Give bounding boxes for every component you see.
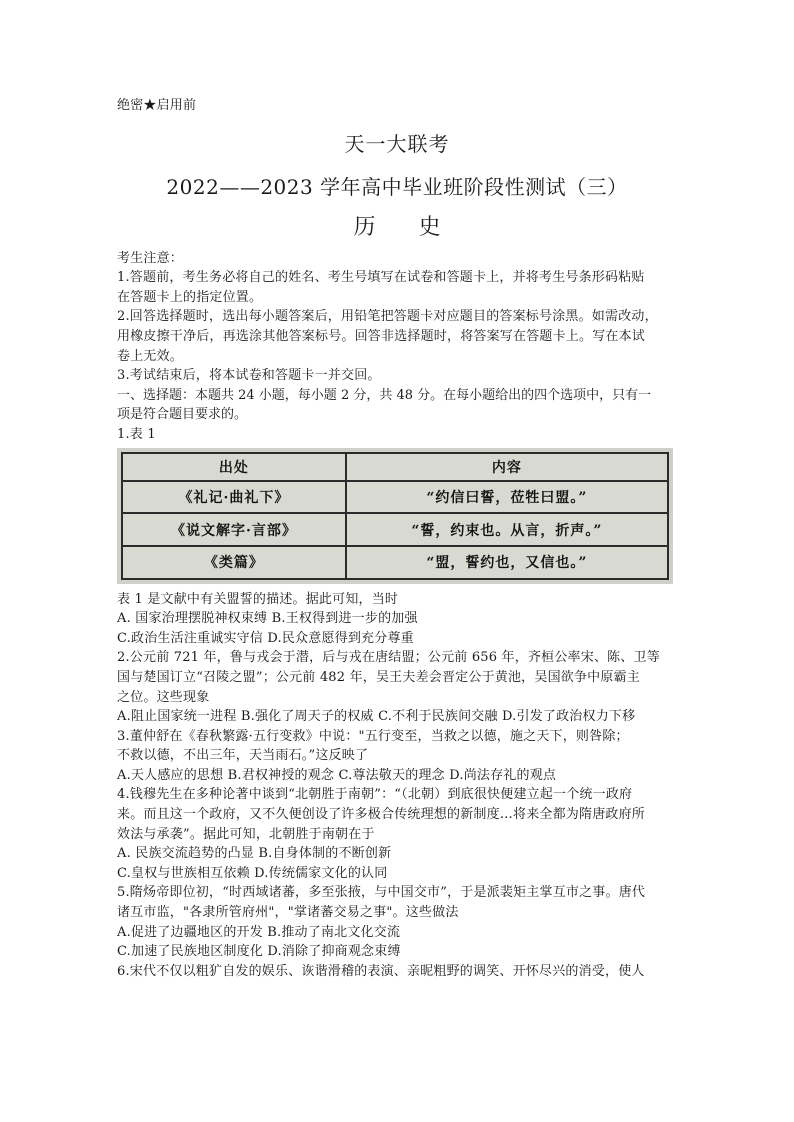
question-line: 4.钱穆先生在多种论著中谈到“北朝胜于南朝”：“（北朝）到底很快便建立起一个统一政府 [117, 787, 633, 803]
question-line: 不救以德，不出三年，天当雨石。”这反映了 [117, 748, 369, 764]
org-title: 天一大联考 [344, 131, 450, 156]
notice-heading: 考生注意： [117, 250, 184, 266]
question-line: 2.公元前 721 年，鲁与戎会于潜，后与戎在唐结盟；公元前 656 年，齐桓公率宋、陈、卫等 [117, 650, 660, 666]
notice-line: 用橡皮擦干净后，再选涂其他答案标号。回答非选择题时，将答案写在答题卡上。写在本试 [117, 328, 646, 344]
answer-options: C.政治生活注重诚实守信 D.民众意愿得到充分尊重 [117, 630, 414, 646]
table-cell: 《说文解字·言部》 [122, 513, 346, 546]
questions-2-to-6 [117, 648, 677, 981]
answer-options: A.阻止国家统一进程 B.强化了周天子的权威 C.不利于民族间交融 D.引发了政治权力下移 [117, 709, 636, 725]
notice-line: 2.回答选择题时，选出每小题答案后，用铅笔把答题卡对应题目的答案标号涂黑。如需改动， [117, 309, 658, 325]
source-table [121, 452, 669, 580]
table-row [122, 481, 668, 514]
source-table-image [117, 448, 673, 584]
question-line: 5.隋炀帝即位初，“时西域诸蕃，多至张掖，与中国交市”，于是派裴矩主掌互市之事。唐代 [117, 885, 646, 901]
table-header-source: 出处 [122, 453, 346, 481]
table-cell: “约信曰誓，莅牲曰盟。” [346, 481, 668, 514]
answer-options: C.加速了民族地区制度化 D.消除了抑商观念束缚 [117, 944, 401, 960]
answer-options: A.天人感应的思想 B.君权神授的观念 C.尊法敬天的理念 D.尚法存礼的观点 [117, 767, 557, 783]
question-stem: 表 1 是文献中有关盟誓的描述。据此可知，当时 [117, 591, 399, 607]
notice-block [117, 249, 677, 386]
question-line: 之位。这些现象 [117, 689, 210, 705]
question-1 [117, 425, 677, 648]
confidential-label: 绝密★启用前 [117, 98, 197, 113]
question-line: 国与楚国订立“召陵之盟”；公元前 482 年，吴王夫差会晋定公于黄池，吴国欲争中原霸主 [117, 669, 640, 685]
answer-options: A. 民族交流趋势的凸显 B.自身体制的不断创新 [117, 846, 392, 862]
question-line: 6.宋代不仅以粗犷自发的娱乐、诙谐滑稽的表演、亲昵粗野的调笑、开怀尽兴的消受，使人 [117, 963, 645, 979]
table-cell: 《类篇》 [122, 546, 346, 579]
section-line: 一、选择题：本题共 24 小题，每小题 2 分，共 48 分。在每小题给出的四个选项中，只有一 [117, 387, 652, 403]
question-line: 3.董仲舒在《春秋繁露·五行变救》中说："五行变至，当救之以德，施之天下，则咎除； [117, 728, 629, 744]
exam-page [117, 96, 677, 981]
table-header-content: 内容 [346, 453, 668, 481]
question-line: 诸互市监，"各隶所管府州"，"掌诸蕃交易之事"。这些做法 [117, 905, 459, 921]
table-cell: 《礼记·曲礼下》 [122, 481, 346, 514]
subject-title: 历 史 [353, 214, 459, 240]
table-row [122, 513, 668, 546]
question-line: 来。而且这一个政府，又不久便创设了许多极合传统理想的新制度…将来全都为隋唐政府所 [117, 807, 646, 823]
question-1-label: 1.表 1 [117, 426, 156, 442]
question-line: 效法与承袭”。据此可知，北朝胜于南朝在于 [117, 826, 375, 842]
notice-line: 3.考试结束后，将本试卷和答题卡一并交回。 [117, 368, 381, 384]
section-line: 项是符合题目要求的。 [117, 407, 248, 423]
exam-title: 2022——2023 学年高中毕业班阶段性测试（三） [166, 174, 628, 199]
answer-options: A. 国家治理摆脱神权束缚 B.王权得到进一步的加强 [117, 611, 418, 627]
answer-options: A.促进了边疆地区的开发 B.推动了南北文化交流 [117, 924, 401, 940]
notice-line: 1.答题前，考生务必将自己的姓名、考生号填写在试卷和答题卡上，并将考生号条形码粘贴 [117, 270, 645, 286]
table-cell: “盟，誓约也，又信也。” [346, 546, 668, 579]
answer-options: C.皇权与世族相互依赖 D.传统儒家文化的认同 [117, 865, 388, 881]
notice-line: 卷上无效。 [117, 348, 184, 364]
notice-line: 在答题卡上的指定位置。 [117, 289, 263, 305]
section-instructions [117, 386, 677, 425]
table-cell: “誓，约束也。从言，折声。” [346, 513, 668, 546]
table-header-row [122, 453, 668, 481]
table-row [122, 546, 668, 579]
